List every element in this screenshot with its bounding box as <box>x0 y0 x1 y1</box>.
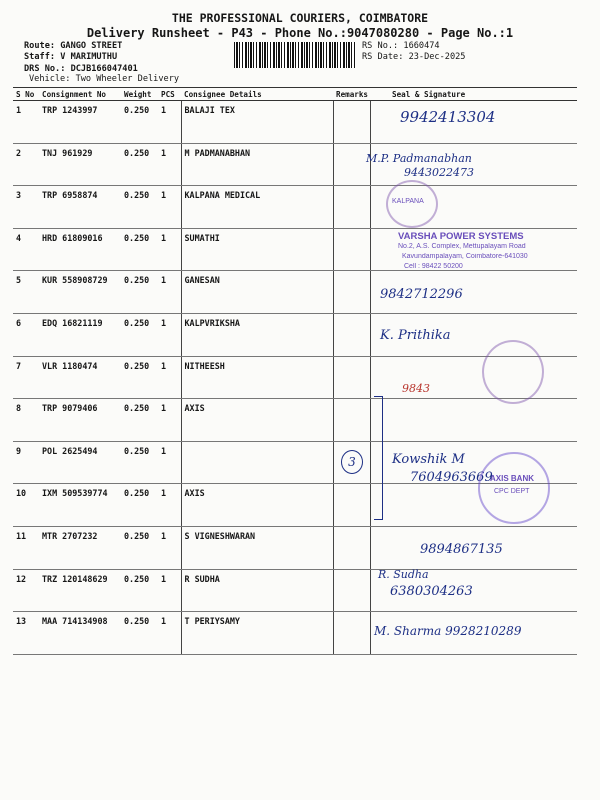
col-pcs: PCS <box>158 88 181 101</box>
cell-pcs: 1 <box>158 441 181 484</box>
cell-weight: 0.250 <box>121 399 158 442</box>
vehicle-label: Vehicle: Two Wheeler Delivery <box>29 74 180 84</box>
cell-pcs: 1 <box>158 271 181 314</box>
cell-consignee: SUMATHI <box>181 228 333 271</box>
cell-sno: 7 <box>13 356 39 399</box>
cell-pcs: 1 <box>158 313 181 356</box>
signature-6: K. Prithika <box>380 328 451 343</box>
cell-pcs: 1 <box>158 186 181 229</box>
staff-label: Staff: V MARIMUTHU <box>24 52 118 62</box>
cell-sno: 6 <box>13 313 39 356</box>
cell-consignment: MTR 2707232 <box>39 526 121 569</box>
signature-13: M. Sharma 9928210289 <box>374 624 522 638</box>
cell-pcs: 1 <box>158 228 181 271</box>
col-sno: S No <box>13 88 39 101</box>
cell-sno: 1 <box>13 101 39 144</box>
stamp-varsha-line2: Kavundampalayam, Coimbatore-641030 <box>402 253 528 260</box>
cell-remarks <box>333 612 370 655</box>
cell-weight: 0.250 <box>121 441 158 484</box>
cell-sno: 8 <box>13 399 39 442</box>
cell-weight: 0.250 <box>121 612 158 655</box>
table-row <box>13 569 577 612</box>
cell-consignee <box>181 441 333 484</box>
cell-consignment: MAA 714134908 <box>39 612 121 655</box>
cell-sno: 2 <box>13 143 39 186</box>
cell-pcs: 1 <box>158 143 181 186</box>
rs-date: RS Date: 23-Dec-2025 <box>362 52 466 62</box>
cell-sno: 11 <box>13 526 39 569</box>
cell-consignee: BALAJI TEX <box>181 101 333 144</box>
cell-consignment: POL 2625494 <box>39 441 121 484</box>
cell-pcs: 1 <box>158 526 181 569</box>
signature-12-name: R. Sudha <box>378 568 429 581</box>
col-signature: Seal & Signature <box>370 88 577 101</box>
cell-consignment: EDQ 16821119 <box>39 313 121 356</box>
cell-weight: 0.250 <box>121 526 158 569</box>
cell-consignee: M PADMANABHAN <box>181 143 333 186</box>
cell-sno: 5 <box>13 271 39 314</box>
stamp-varsha-title: VARSHA POWER SYSTEMS <box>398 231 524 242</box>
cell-remarks <box>333 101 370 144</box>
cell-consignment: TRP 6958874 <box>39 186 121 229</box>
table-row <box>13 143 577 186</box>
cell-consignment: TRP 1243997 <box>39 101 121 144</box>
cell-consignee: NITHEESH <box>181 356 333 399</box>
cell-weight: 0.250 <box>121 569 158 612</box>
table-row <box>13 399 577 442</box>
signature-1: 9942413304 <box>400 108 496 126</box>
cell-consignee: AXIS <box>181 399 333 442</box>
stamp-varsha-line3: Cell : 98422 50200 <box>404 263 463 270</box>
col-remarks: Remarks <box>333 88 370 101</box>
cell-weight: 0.250 <box>121 271 158 314</box>
cell-consignee: S VIGNESHWARAN <box>181 526 333 569</box>
cell-weight: 0.250 <box>121 356 158 399</box>
cell-consignment: HRD 61809016 <box>39 228 121 271</box>
cell-remarks <box>333 271 370 314</box>
cell-sno: 9 <box>13 441 39 484</box>
col-consignment: Consignment No <box>39 88 121 101</box>
signature-7: 9843 <box>402 382 430 395</box>
cell-signature <box>370 399 577 442</box>
cell-weight: 0.250 <box>121 484 158 527</box>
cell-consignee: AXIS <box>181 484 333 527</box>
cell-pcs: 1 <box>158 399 181 442</box>
signature-2-phone: 9443022473 <box>404 166 474 179</box>
cell-sno: 4 <box>13 228 39 271</box>
signature-11: 9894867135 <box>420 542 503 557</box>
cell-pcs: 1 <box>158 101 181 144</box>
stamp-axis-name: AXIS BANK <box>490 474 535 483</box>
barcode <box>234 42 356 68</box>
cell-consignee: KALPVRIKSHA <box>181 313 333 356</box>
cell-consignment: TRP 9079406 <box>39 399 121 442</box>
cell-consignment: TRZ 120148629 <box>39 569 121 612</box>
cell-remarks <box>333 186 370 229</box>
stamp-varsha-line1: No.2, A.S. Complex, Mettupalayam Road <box>398 243 526 250</box>
table-row <box>13 186 577 229</box>
cell-consignee: T PERIYSAMY <box>181 612 333 655</box>
stamp-row7 <box>482 340 544 404</box>
route-label: Route: GANGO STREET <box>24 41 123 51</box>
cell-consignment: KUR 558908729 <box>39 271 121 314</box>
company-title: THE PROFESSIONAL COURIERS, COIMBATORE <box>171 11 429 25</box>
cell-weight: 0.250 <box>121 186 158 229</box>
cell-remarks <box>333 569 370 612</box>
cell-consignment: VLR 1180474 <box>39 356 121 399</box>
stamp-axis-dept: CPC DEPT <box>494 488 530 495</box>
cell-remarks <box>333 484 370 527</box>
cell-consignment: IXM 509539774 <box>39 484 121 527</box>
signature-12-phone: 6380304263 <box>390 584 473 599</box>
cell-pcs: 1 <box>158 484 181 527</box>
cell-remarks <box>333 143 370 186</box>
signature-10-name: Kowshik M <box>392 452 465 467</box>
cell-weight: 0.250 <box>121 228 158 271</box>
cell-consignee: R SUDHA <box>181 569 333 612</box>
cell-weight: 0.250 <box>121 101 158 144</box>
signature-5: 9842712296 <box>380 287 463 302</box>
cell-remarks <box>333 356 370 399</box>
cell-sno: 13 <box>13 612 39 655</box>
cell-weight: 0.250 <box>121 313 158 356</box>
signature-10-phone: 7604963669 <box>410 470 493 485</box>
cell-consignee: KALPANA MEDICAL <box>181 186 333 229</box>
cell-remarks <box>333 399 370 442</box>
cell-remarks <box>333 313 370 356</box>
cell-remarks <box>333 526 370 569</box>
cell-sno: 3 <box>13 186 39 229</box>
cell-consignment: TNJ 961929 <box>39 143 121 186</box>
cell-pcs: 1 <box>158 612 181 655</box>
runsheet-subtitle: Delivery Runsheet - P43 - Phone No.:9047080280 - Page No.:1 <box>86 26 514 40</box>
drs-label: DRS No.: DCJB166047401 <box>24 64 138 74</box>
remark-circle: 3 <box>341 450 363 474</box>
cell-sno: 10 <box>13 484 39 527</box>
cell-remarks <box>333 228 370 271</box>
cell-weight: 0.250 <box>121 143 158 186</box>
stamp-kalpana-text: KALPANA <box>392 198 424 205</box>
cell-pcs: 1 <box>158 356 181 399</box>
table-header-row <box>13 88 577 101</box>
table-row <box>13 271 577 314</box>
rs-number: RS No.: 1660474 <box>362 41 440 51</box>
col-consignee: Consignee Details <box>181 88 333 101</box>
cell-pcs: 1 <box>158 569 181 612</box>
col-weight: Weight <box>121 88 158 101</box>
remark-bracket <box>374 396 383 520</box>
cell-consignee: GANESAN <box>181 271 333 314</box>
cell-sno: 12 <box>13 569 39 612</box>
signature-2-name: M.P. Padmanabhan <box>366 152 472 165</box>
